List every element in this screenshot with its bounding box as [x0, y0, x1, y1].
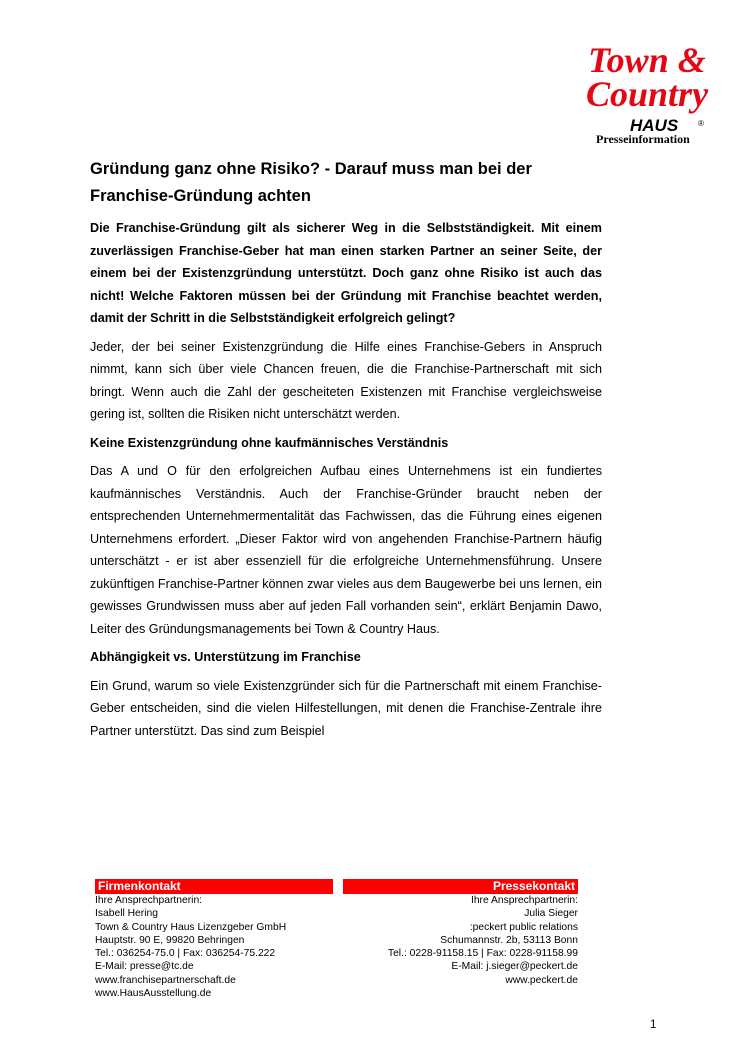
article-paragraph-1: Jeder, der bei seiner Existenzgründung die Hilfe eines Franchise-Gebers in Anspruch nimmt, kann sich über viele Chancen freuen, die die Franchise-Partnerschaft mit sich bringt. Wenn auch die Zahl der gescheiteten Existenzen mit Franchise vergleichsweise gering ist, sollten die Risiken nicht unterschätzt werden.	[90, 339, 602, 421]
article-lead: Die Franchise-Gründung gilt als sicherer Weg in die Selbstständigkeit. Mit einem zuverlässigen Franchise-Geber hat man einen starken Partner an seiner Seite, der einem bei der Existenzgründung unterstützt. Doch ganz ohne Risiko ist auch das nicht! Welche Faktoren müssen bei der Gründung mit Franchise beachtet werden, damit der Schritt in die Selbstständigkeit erfolgreich gelingt?	[90, 221, 602, 325]
article	[90, 156, 602, 748]
press-info-label: Presseinformation	[596, 132, 690, 146]
press-contact-line: :peckert public relations	[469, 921, 578, 933]
company-contact-line: Hauptstr. 90 E, 99820 Behringen	[95, 934, 245, 946]
company-contact	[95, 879, 333, 1000]
press-contact-line: Ihre Ansprechpartnerin:	[470, 895, 578, 906]
logo-line-town: Town &	[588, 40, 706, 80]
section-heading-1: Keine Existenzgründung ohne kaufmännisches Verständnis	[90, 435, 449, 450]
press-website-link[interactable]: www.peckert.de	[505, 974, 578, 986]
section-heading-2: Abhängigkeit vs. Unterstützung im Franchise	[90, 650, 361, 664]
company-contact-line: Town & Country Haus Lizenzgeber GmbH	[95, 921, 287, 933]
company-website-link[interactable]: www.HausAusstellung.de	[95, 988, 212, 1000]
company-contact-line: Ihre Ansprechpartnerin:	[95, 895, 203, 906]
logo-registered-mark: ®	[698, 119, 704, 128]
press-contact	[343, 879, 578, 987]
company-contact-header: Firmenkontakt	[95, 879, 333, 894]
press-contact-header: Pressekontakt	[343, 879, 578, 894]
logo-line-country: Country	[586, 74, 709, 114]
page-number: 1	[650, 1019, 657, 1031]
article-paragraph-2: Das A und O für den erfolgreichen Aufbau eines Unternehmens ist ein fundiertes kaufmännisches Verständnis. Auch der Franchise-Gründer braucht neben der entsprechenden Unternehmermentalität das Fachwissen, das die Führung eines eigenen Unternehmens erfordert. „Dieser Faktor wird von angehenden Franchise-Partnern häufig unterschätzt - er ist aber essenziell für die erfolgreiche Unternehmensführung. Unsere zukünftigen Franchise-Partner können zwar vieles aus dem Baugewerbe bei uns lernen, ein gewisses Grundwissen muss aber auf jeden Fall vorhanden sein“, erklärt Benjamin Dawo, Leiter des Gründungsmanagements bei Town & Country Haus.	[90, 464, 602, 636]
article-paragraph-3: Ein Grund, warum so viele Existenzgründer sich für die Partnerschaft mit einem Franchise-Geber entscheiden, sind die vielen Hilfestellungen, mit denen die Franchise-Zentrale ihre Partner unterstützt. Das sind zum Beispiel	[90, 678, 602, 738]
article-title: Gründung ganz ohne Risiko? - Darauf muss man bei der Franchise-Gründung achten	[90, 160, 532, 205]
logo-line-haus: HAUS	[630, 116, 679, 135]
company-contact-line: Tel.: 036254-75.0 | Fax: 036254-75.222	[95, 948, 276, 960]
company-website-link[interactable]: www.franchisepartnerschaft.de	[95, 974, 236, 986]
press-contact-line: Tel.: 0228-91158.15 | Fax: 0228-91158.99	[387, 948, 578, 960]
town-country-haus-logo	[582, 36, 712, 146]
press-contact-line: Julia Sieger	[524, 908, 578, 920]
press-contact-line: Schumannstr. 2b, 53113 Bonn	[440, 934, 578, 946]
company-contact-line: Isabell Hering	[95, 908, 158, 920]
press-email-link[interactable]: E-Mail: j.sieger@peckert.de	[451, 961, 578, 973]
company-email-link[interactable]: E-Mail: presse@tc.de	[95, 961, 194, 973]
